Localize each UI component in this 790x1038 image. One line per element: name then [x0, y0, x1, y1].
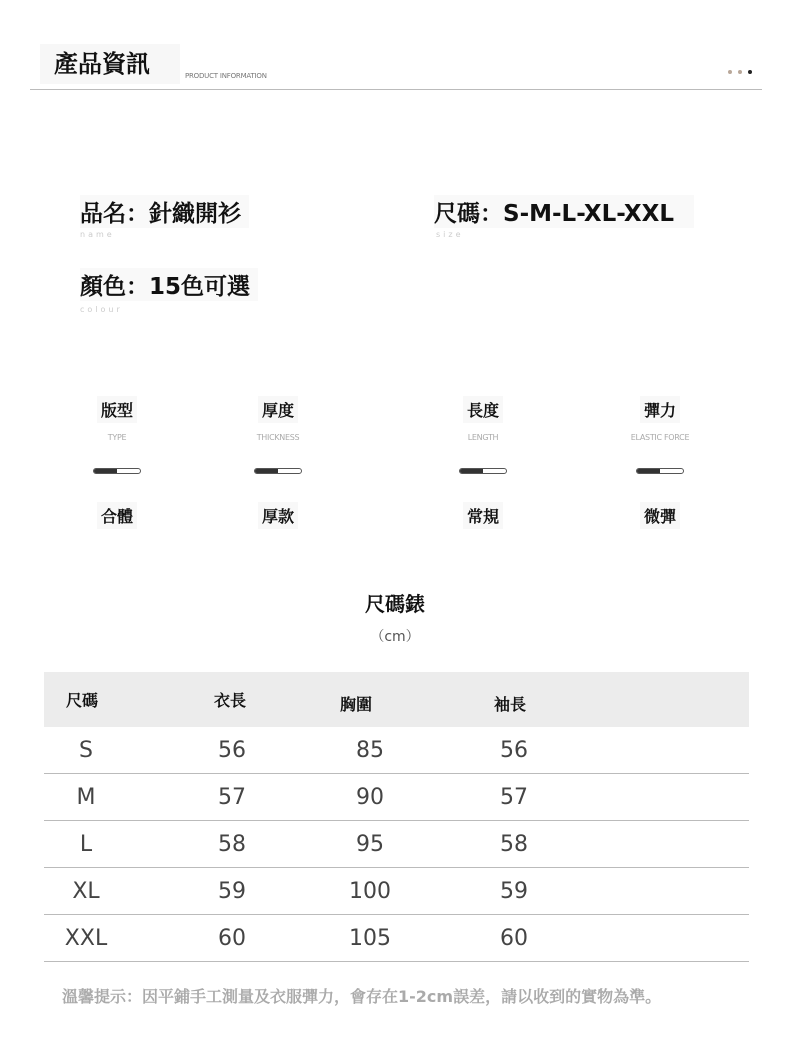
size-table-unit: （cm）	[370, 629, 420, 645]
table-cell: 56	[218, 737, 246, 763]
table-row	[44, 821, 749, 868]
spec-label: 版型	[97, 396, 137, 423]
table-cell: 57	[218, 784, 246, 810]
table-cell: 56	[500, 737, 528, 763]
dot-icon	[728, 70, 732, 74]
table-cell: 60	[500, 925, 528, 951]
table-row	[44, 915, 749, 962]
table-cell: 85	[356, 737, 384, 763]
spec-level-bar	[636, 468, 684, 474]
table-cell: S	[79, 737, 93, 763]
spec-elastic-force	[600, 396, 720, 529]
spec-value: 微彈	[640, 502, 680, 529]
spec-label-en: TYPE	[107, 433, 127, 442]
spec-label-en: ELASTIC FORCE	[630, 433, 690, 442]
product-color-en: colour	[80, 305, 123, 314]
table-cell: 59	[500, 878, 528, 904]
header-chest: 胸圍	[340, 695, 373, 714]
product-size: 尺碼：S-M-L-XL-XXL	[434, 195, 694, 228]
table-cell: 60	[218, 925, 246, 951]
size-table	[44, 672, 749, 962]
spec-level-fill	[637, 469, 660, 473]
spec-value: 厚款	[258, 502, 298, 529]
spec-level-bar	[459, 468, 507, 474]
table-cell: 59	[218, 878, 246, 904]
product-name: 品名：針織開衫	[80, 195, 249, 228]
table-cell: 90	[356, 784, 384, 810]
spec-label: 長度	[463, 396, 503, 423]
table-cell: 58	[218, 831, 246, 857]
table-cell: XL	[72, 878, 100, 904]
table-cell: L	[79, 831, 93, 857]
dot-icon	[738, 70, 742, 74]
table-cell: 100	[349, 878, 391, 904]
page-subtitle: PRODUCT INFORMATION	[185, 72, 267, 80]
spec-value: 合體	[97, 502, 137, 529]
spec-level-bar	[254, 468, 302, 474]
dot-icon	[748, 70, 752, 74]
spec-level-fill	[94, 469, 117, 473]
page-title: 產品資訊	[40, 44, 180, 84]
spec-label-en: THICKNESS	[256, 433, 300, 442]
spec-level-fill	[460, 469, 483, 473]
table-header	[44, 672, 749, 727]
spec-value: 常規	[463, 502, 503, 529]
table-cell: 95	[356, 831, 384, 857]
table-cell: 57	[500, 784, 528, 810]
header-size: 尺碼	[66, 691, 99, 710]
header-length: 衣長	[214, 691, 247, 710]
table-row	[44, 727, 749, 774]
table-row	[44, 868, 749, 915]
spec-level-fill	[255, 469, 278, 473]
header-sleeve: 袖長	[494, 695, 527, 714]
size-table-title: 尺碼錶	[365, 592, 425, 616]
decorative-dots	[728, 70, 752, 74]
table-cell: 105	[349, 925, 391, 951]
table-row	[44, 774, 749, 821]
product-color: 顏色：15色可選	[80, 268, 258, 301]
table-cell: 58	[500, 831, 528, 857]
product-name-en: name	[80, 230, 115, 239]
measurement-note: 溫馨提示：因平鋪手工測量及衣服彈力，會存在1-2cm誤差，請以收到的實物為準。	[62, 987, 662, 1006]
spec-label: 彈力	[640, 396, 680, 423]
table-cell: XXL	[64, 925, 108, 951]
spec-thickness	[218, 396, 338, 529]
spec-label-en: LENGTH	[467, 433, 499, 442]
spec-level-bar	[93, 468, 141, 474]
header-divider	[30, 89, 762, 90]
table-cell: M	[76, 784, 96, 810]
product-size-en: size	[436, 230, 464, 239]
spec-length	[423, 396, 543, 529]
spec-label: 厚度	[258, 396, 298, 423]
spec-type	[57, 396, 177, 529]
